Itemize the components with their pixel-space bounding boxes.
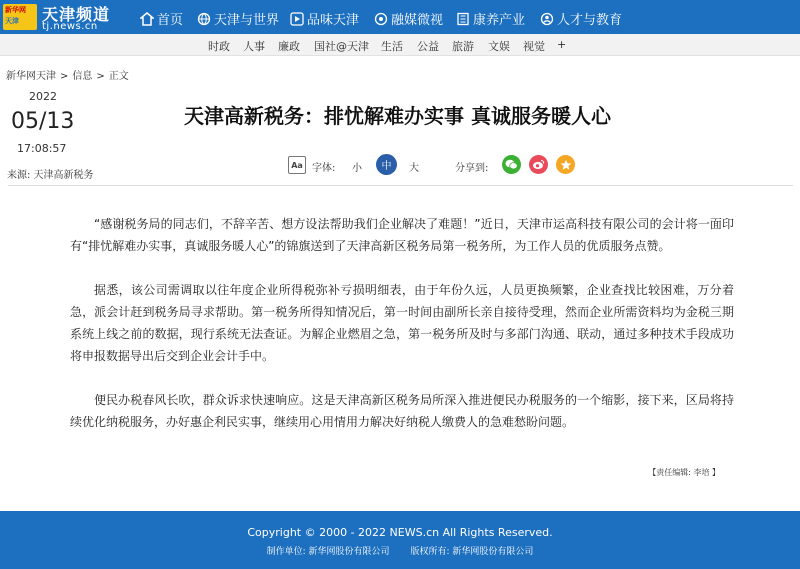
subnav-more-button[interactable]: + [557,38,567,51]
nav-item-home[interactable] [140,9,183,28]
subnav-item-politics[interactable]: 时政 [208,40,230,53]
share-label: 分享到: [455,163,489,174]
camera-icon [374,12,388,26]
article-paragraph: “感谢税务局的同志们，不辞辛苦、想方设法帮助我们企业解决了难题！”近日，天津市运高科技有限公司的会计将一面印有“排忧解难办实事，真诚服务暖人心”的锦旗送到了天津高新区税务局第一税务所，为工作人员的优质服务点赞。 [70,217,734,253]
breadcrumb-separator: > [60,71,69,82]
subnav-item-travel[interactable]: 旅游 [452,40,474,53]
nav-item-taste-tianjin[interactable] [290,9,359,28]
share-qzone-button[interactable] [556,155,575,174]
footer-owner: 版权所有: 新华网股份有限公司 [410,547,534,557]
building-icon [456,12,470,26]
breadcrumb [6,67,129,82]
breadcrumb-info[interactable]: 信息 [72,71,93,82]
article-source: 来源: 天津高新税务 [7,170,94,181]
header-divider [8,185,793,186]
footer-info [0,544,800,557]
subnav-item-xinhua-at-tianjin[interactable]: 国社@天津 [314,40,369,53]
subnav-item-entertainment[interactable]: 文娱 [488,40,510,53]
nav-item-label: 融媒微视 [391,13,444,28]
logo-text-line2: 天津 [5,17,19,25]
font-large-button[interactable]: 大 [409,163,419,174]
nav-item-label: 品味天津 [307,13,360,28]
breadcrumb-separator: > [96,71,105,82]
qzone-icon [560,159,572,171]
subnav-item-integrity[interactable]: 廉政 [278,40,300,53]
nav-item-tianjin-world[interactable] [197,9,279,28]
subnav-item-personnel[interactable]: 人事 [243,40,265,53]
publish-year: 2022 [29,90,57,103]
logo-text-line1: 新华网 [5,6,26,14]
weibo-icon [532,159,545,170]
sub-navigation [0,34,800,56]
channel-domain: tj.news.cn [42,21,98,32]
nav-item-media-video[interactable] [374,9,443,28]
font-medium-button[interactable]: 中 [376,154,397,175]
font-small-button[interactable]: 小 [352,163,362,174]
globe-icon [197,12,211,26]
font-size-label: 字体: [312,163,336,174]
font-size-icon: Aa [288,156,306,174]
nav-item-talent-education[interactable] [540,9,622,28]
breadcrumb-current: 正文 [108,71,129,82]
breadcrumb-home[interactable]: 新华网天津 [6,71,56,82]
share-wechat-button[interactable] [502,155,521,174]
page-footer [0,511,800,569]
top-navigation-bar [0,0,800,34]
nav-item-label: 天津与世界 [214,13,280,28]
article-paragraph: 便民办税春风长吹，群众诉求快速响应。这是天津高新区税务局所深入推进便民办税服务的一个缩影，接下来，区局将持续优化纳税服务，办好惠企利民实事，继续用心用情用力解决好纳税人缴费人的急难愁盼问题。 [70,393,734,429]
wechat-icon [505,159,518,170]
responsible-editor: 【责任编辑: 李培 】 [648,468,720,477]
person-icon [540,12,554,26]
nav-item-label: 康养产业 [473,13,526,28]
nav-item-health-industry[interactable] [456,9,525,28]
article-title: 天津高新税务：排忧解难办实事 真诚服务暖人心 [184,104,611,128]
subnav-item-charity[interactable]: 公益 [417,40,439,53]
footer-producer: 制作单位: 新华网股份有限公司 [266,547,390,557]
play-icon [290,12,304,26]
footer-copyright: Copyright © 2000 - 2022 NEWS.cn All Rights Reserved. [247,526,553,539]
nav-item-label: 首页 [157,13,184,28]
share-weibo-button[interactable] [529,155,548,174]
channel-title[interactable]: 天津频道 [42,5,111,24]
nav-item-label: 人才与教育 [557,13,623,28]
publish-date: 05/13 [11,109,75,134]
publish-time: 17:08:57 [17,142,67,155]
subnav-item-life[interactable]: 生活 [381,40,403,53]
home-icon [140,12,154,26]
subnav-item-visual[interactable]: 视觉 [523,40,545,53]
xinhua-logo[interactable] [3,4,37,30]
article-paragraph: 据悉，该公司需调取以往年度企业所得税弥补亏损明细表，由于年份久远，人员更换频繁，企业查找比较困难，万分着急，派会计赶到税务局寻求帮助。第一税务所得知情况后，第一时间由副所长亲自接待受理，然而企业所需资料均为金税三期系统上线之前的数据，现行系统无法查证。为解企业燃眉之急，第一税务所及时与多部门沟通、联动，通过多种技术手段成功将申报数据导出后交到企业会计手中。 [70,283,734,363]
